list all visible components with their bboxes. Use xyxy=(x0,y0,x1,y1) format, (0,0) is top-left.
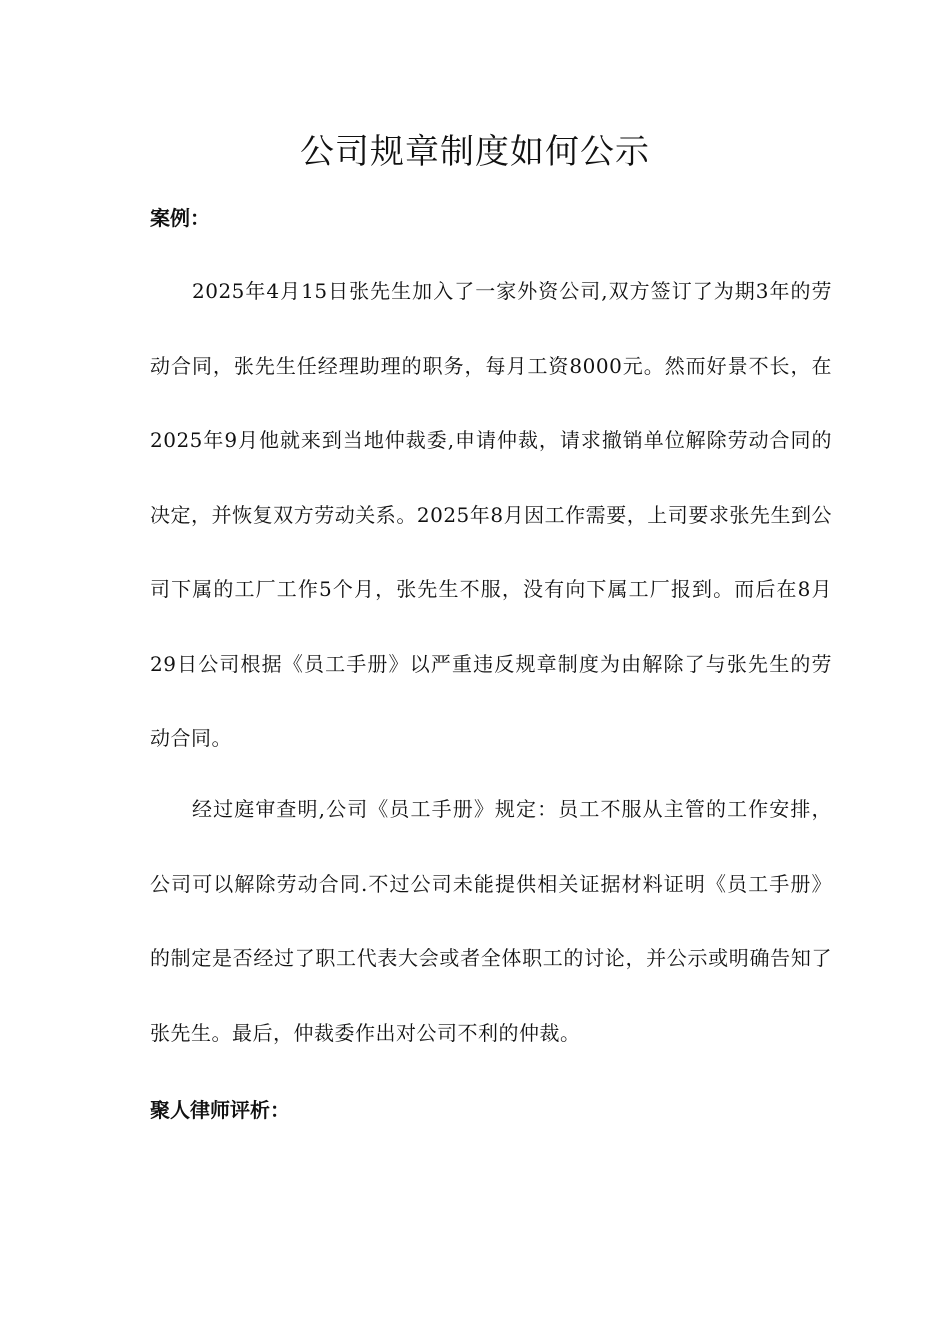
case-paragraph-1: 2025年4月15日张先生加入了一家外资公司,双方签订了为期3年的劳动合同，张先生任经理助理的职务，每月工资8000元。然而好景不长，在2025年9月他就来到当地仲裁委,申请仲裁，请求撤销单位解除劳动合同的决定，并恢复双方劳动关系。2025年8月因工作需要，上司要求张先生到公司下属的工厂工作5个月，张先生不服，没有向下属工厂报到。而后在8月29日公司根据《员工手册》以严重违反规章制度为由解除了与张先生的劳动合同。 xyxy=(150,279,832,750)
case-heading: 案例： xyxy=(150,206,210,230)
analysis-heading: 聚人律师评析： xyxy=(150,1098,290,1122)
case-paragraph-2: 经过庭审查明,公司《员工手册》规定：员工不服从主管的工作安排，公司可以解除劳动合同.不过公司未能提供相关证据材料证明《员工手册》的制定是否经过了职工代表大会或者全体职工的讨论，并公示或明确告知了张先生。最后，仲裁委作出对公司不利的仲裁。 xyxy=(150,797,832,1045)
document-title: 公司规章制度如何公示 xyxy=(300,132,650,172)
